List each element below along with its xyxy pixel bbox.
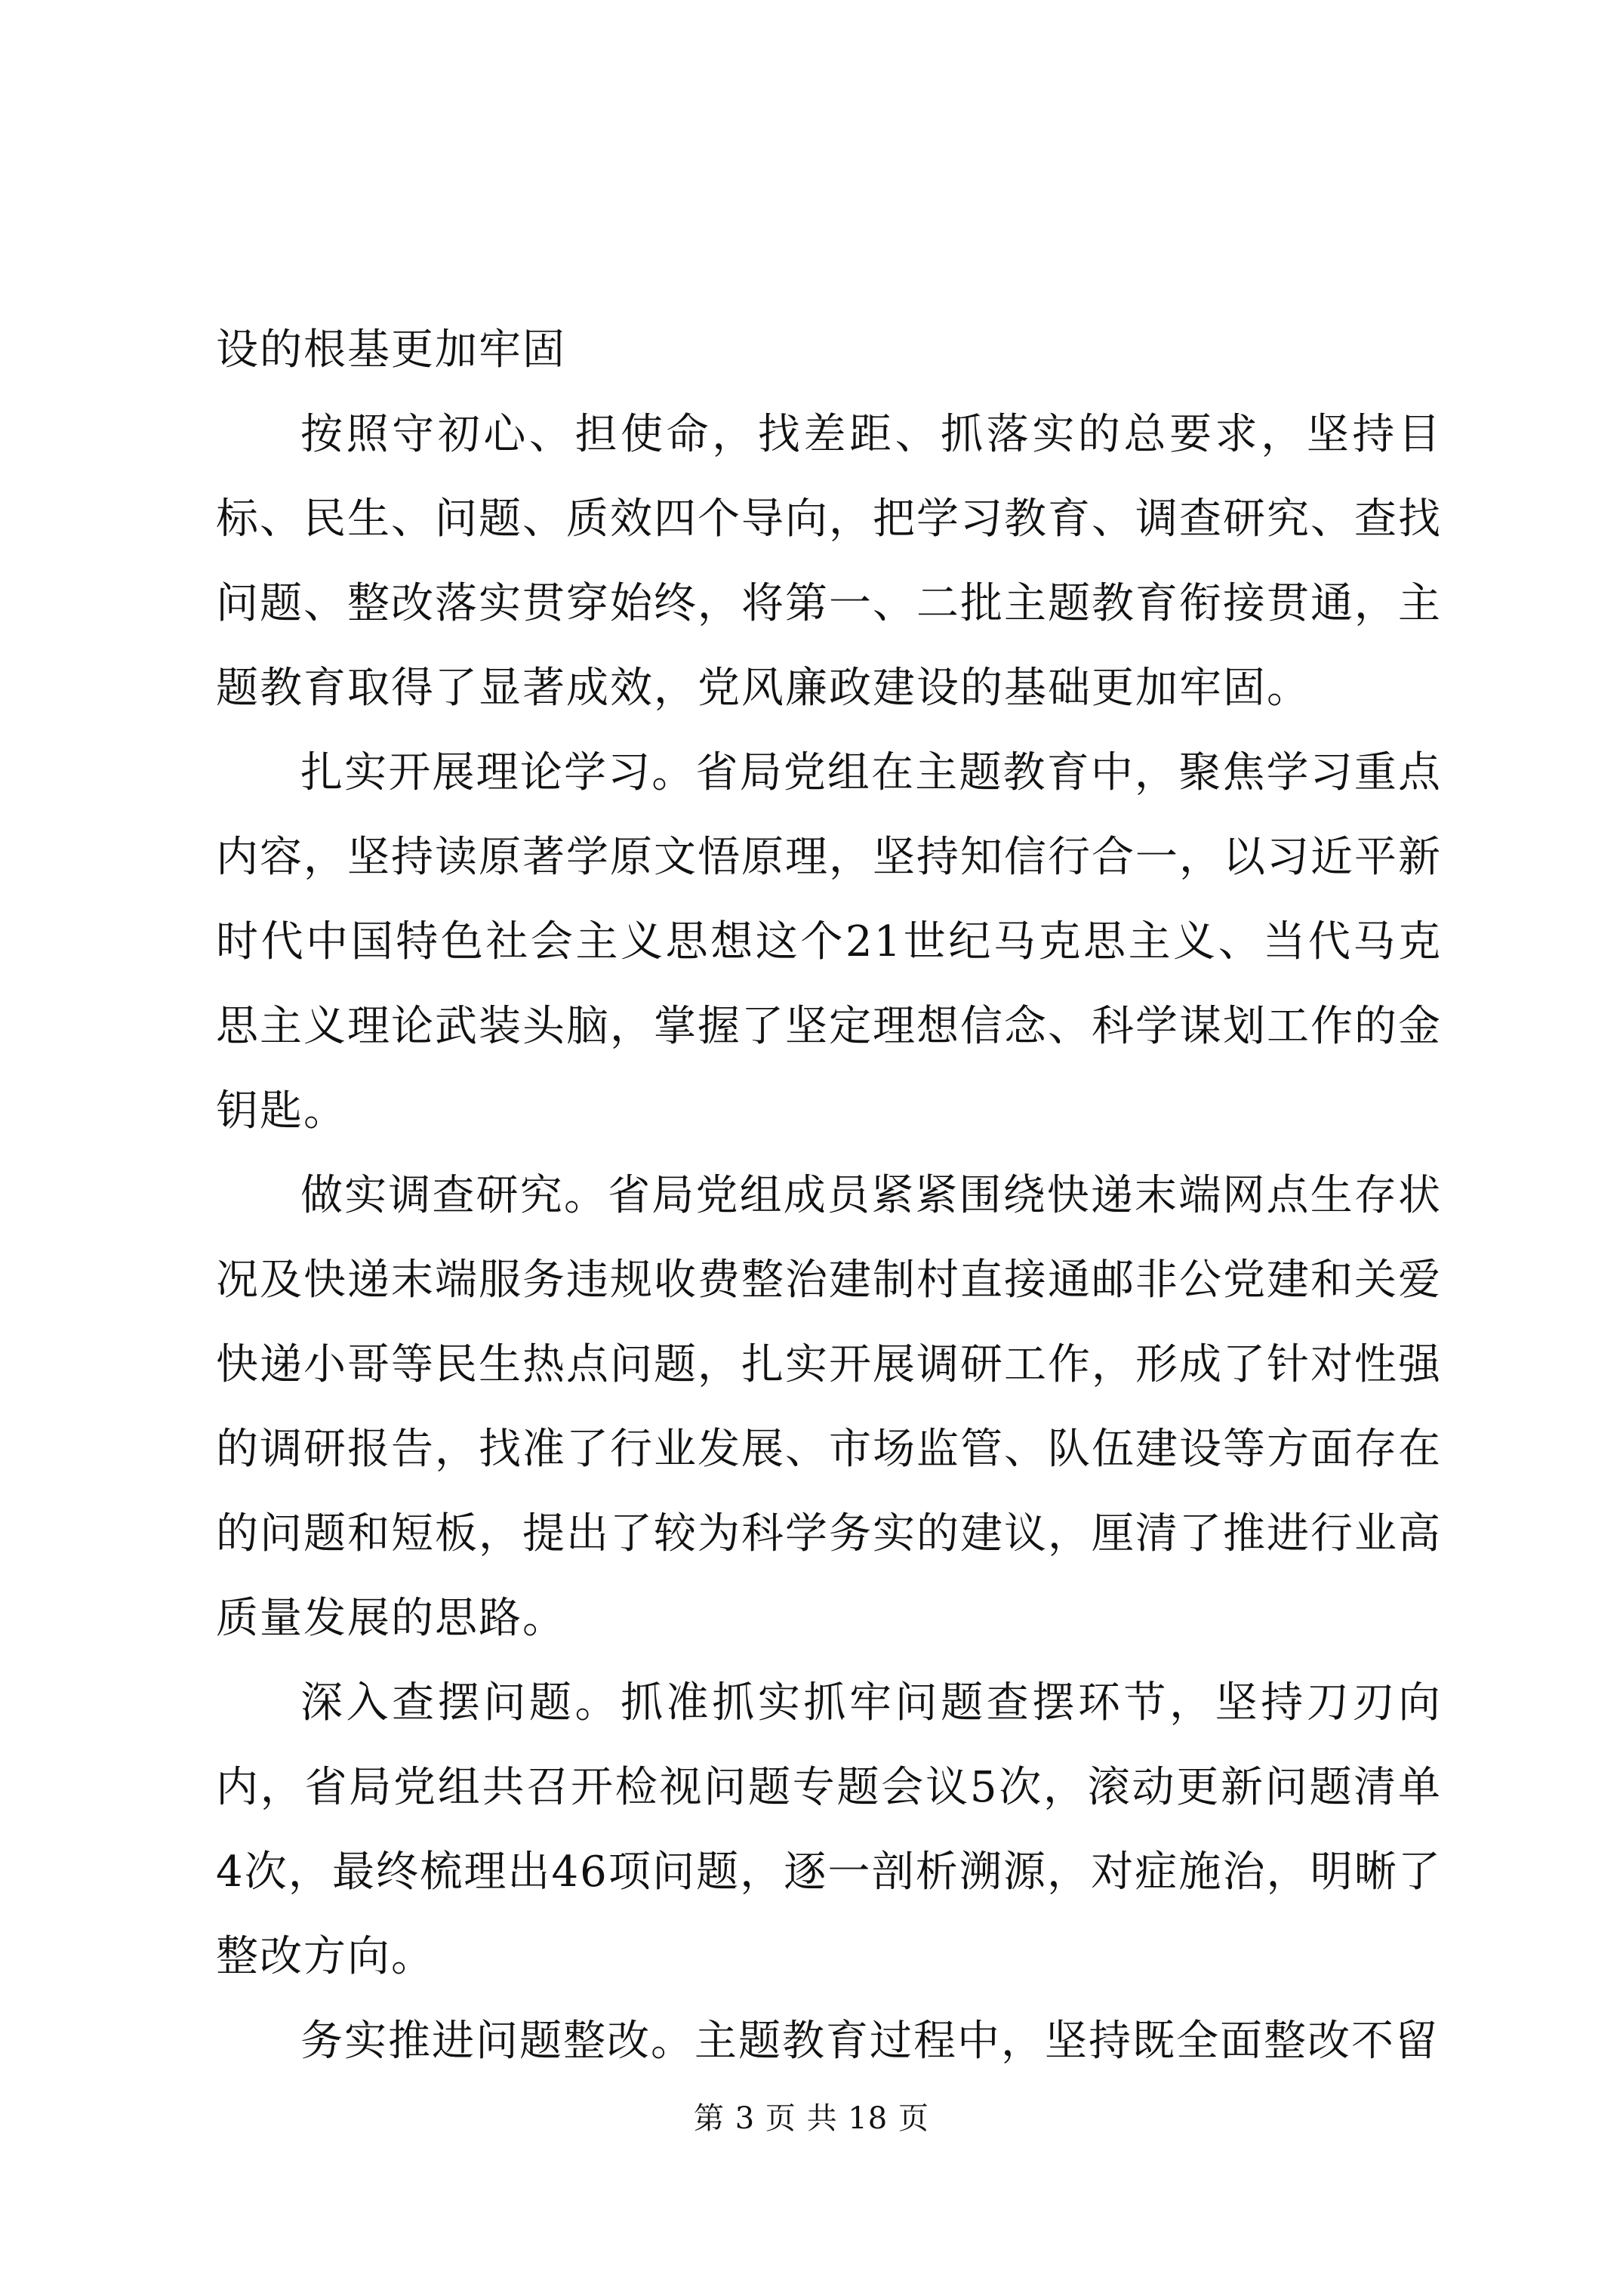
paragraph-investigation-research: 做实调查研究。省局党组成员紧紧围绕快递末端网点生存状况及快递末端服务违规收费整治建制村直接通邮非公党建和关爱快递小哥等民生热点问题，扎实开展调研工作，形成了针对性强的调研报告，找准了行业发展、市场监管、队伍建设等方面存在的问题和短板，提出了较为科学务实的建议，厘清了推进行业高质量发展的思路。	[216, 1171, 1442, 1643]
page-footer: 第 3 页 共 18 页	[694, 2101, 929, 2136]
paragraph-rectification: 务实推进问题整改。主题教育过程中，坚持既全面整改不留	[300, 2017, 1439, 2066]
paragraph-general-requirements: 按照守初心、担使命，找差距、抓落实的总要求，坚持目标、民生、问题、质效四个导向，把学习教育、调查研究、查找问题、整改落实贯穿始终，将第一、二批主题教育衔接贯通，主题教育取得了显著成效，党风廉政建设的基础更加牢固。	[216, 410, 1442, 713]
document-body	[216, 308, 1442, 2084]
paragraph-continuation: 设的根基更加牢固	[216, 325, 566, 374]
paragraph-theory-study: 扎实开展理论学习。省局党组在主题教育中，聚焦学习重点内容，坚持读原著学原文悟原理，坚持知信行合一，以习近平新时代中国特色社会主义思想这个21世纪马克思主义、当代马克思主义理论武装头脑，掌握了坚定理想信念、科学谋划工作的金钥匙。	[216, 748, 1442, 1136]
paragraph-problem-identification: 深入查摆问题。抓准抓实抓牢问题查摆环节，坚持刀刃向内，省局党组共召开检视问题专题会议5次，滚动更新问题清单4次，最终梳理出46项问题，逐一剖析溯源，对症施治，明晰了整改方向。	[216, 1678, 1442, 1981]
